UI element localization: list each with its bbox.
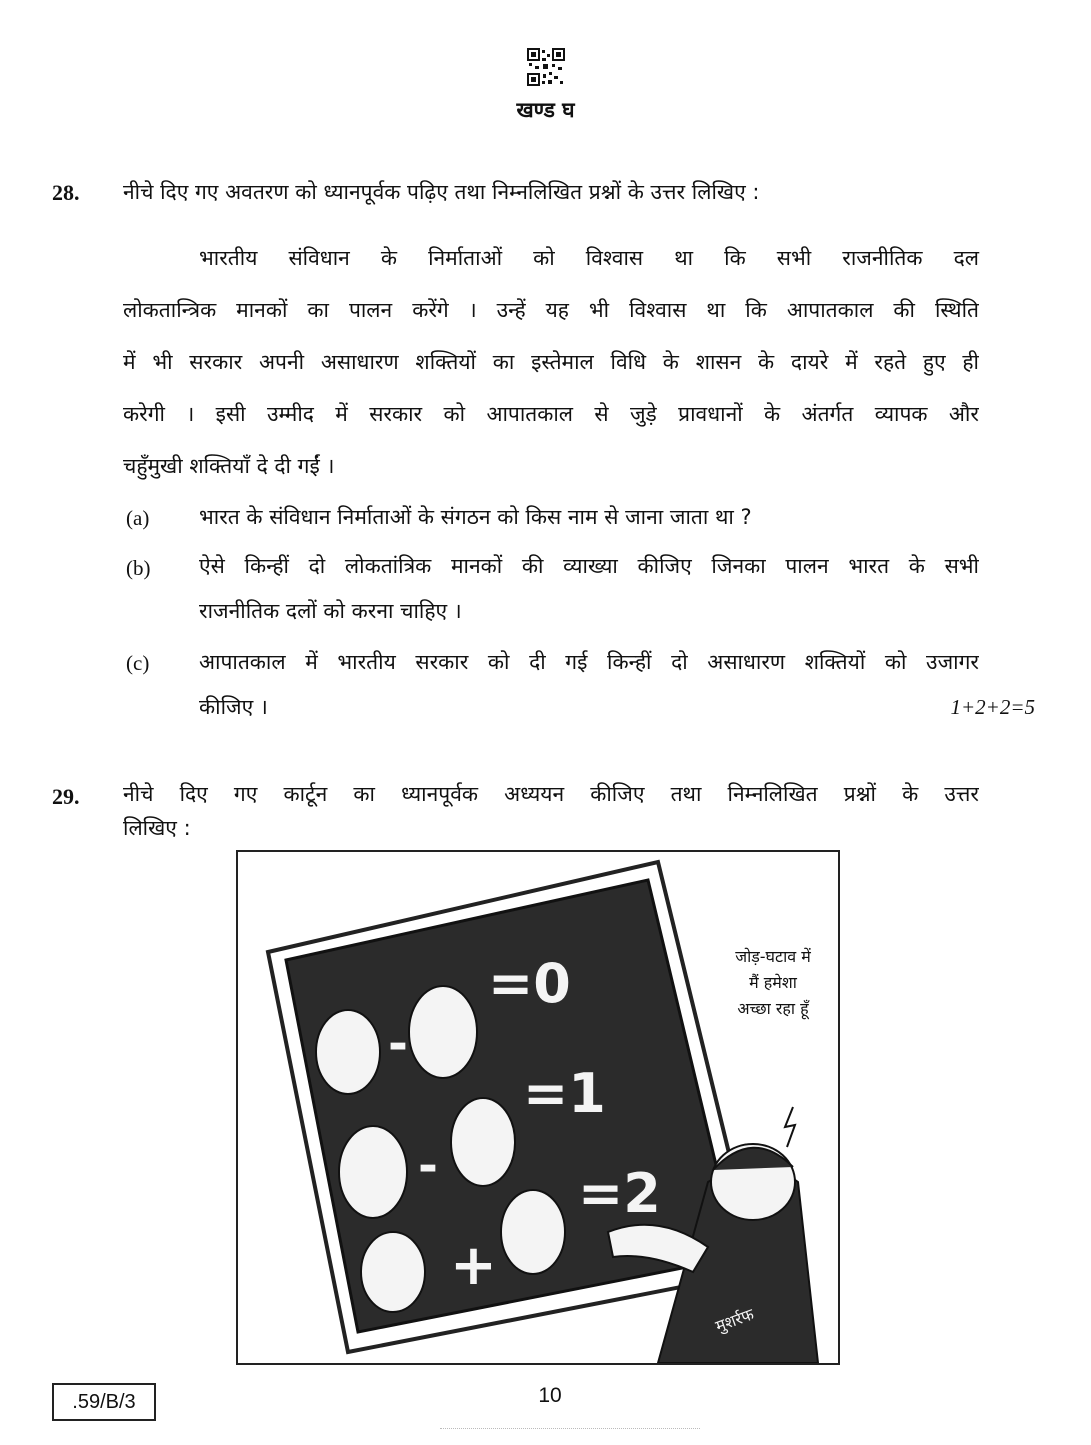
question-28-instruction: नीचे दिए गए अवतरण को ध्यानपूर्वक पढ़िए तथा निम्नलिखित प्रश्नों के उत्तर लिखिए : [123,180,760,204]
footer-watermark-line [440,1428,700,1432]
speech-line-2: मैं हमेशा [749,973,797,992]
subquestion-c-text-line-2: कीजिए । [199,695,268,719]
paper-code-box: .59/B/3 [52,1383,156,1421]
question-29-number: 29. [52,784,80,809]
passage-line-2: लोकतान्त्रिक मानकों का पालन करेंगे । उन्हें यह भी विश्वास था कि आपातकाल की स्थिति [123,298,979,322]
cartoon-name-tag: मुशर्रफ [712,1304,757,1336]
subquestion-b-label: (b) [126,556,151,580]
page-number: 10 [538,1384,562,1407]
cartoon-equation-1: =0 [488,952,571,1015]
passage-line-4: करेगी । इसी उम्मीद में सरकार को आपातकाल से जुड़े प्रावधानों के अंतर्गत व्यापक और [123,402,979,426]
subquestion-c-label: (c) [126,651,150,675]
cartoon-drawing [238,852,838,1363]
question-28-marks: 1+2+2=5 [950,695,1035,719]
subquestion-b-text-line-1: ऐसे किन्हीं दो लोकतांत्रिक मानकों की व्याख्या कीजिए जिनका पालन भारत के सभी [199,554,979,578]
passage-line-5: चहुँमुखी शक्तियाँ दे दी गईं । [123,454,335,478]
cartoon-equation-3: =2 [578,1162,661,1225]
question-28-number: 28. [52,180,80,205]
speech-line-1: जोड़-घटाव में [735,947,811,966]
speech-line-3: अच्छा रहा हूँ [737,999,809,1018]
passage-line-1: भारतीय संविधान के निर्माताओं को विश्वास था कि सभी राजनीतिक दल [199,246,979,270]
question-29-instruction-line-1: नीचे दिए गए कार्टून का ध्यानपूर्वक अध्ययन कीजिए तथा निम्नलिखित प्रश्नों के उत्तर [123,782,979,806]
cartoon-operator-plus: + [450,1233,497,1298]
section-title: खण्ड घ [516,98,575,122]
passage-line-3: में भी सरकार अपनी असाधारण शक्तियों का इस्तेमाल विधि के शासन के दायरे में रहते हुए ही [123,350,979,374]
subquestion-c-text-line-1: आपातकाल में भारतीय सरकार को दी गई किन्हीं दो असाधारण शक्तियों को उजागर [199,650,979,674]
cartoon-operator-minus-2: - [418,1138,438,1194]
qr-code-icon [527,48,565,86]
cartoon-image [236,850,840,1365]
subquestion-a-text: भारत के संविधान निर्माताओं के संगठन को किस नाम से जाना जाता था ? [199,505,752,529]
subquestion-b-text-line-2: राजनीतिक दलों को करना चाहिए । [199,599,462,623]
question-29-instruction-line-2: लिखिए : [123,816,191,840]
cartoon-equation-2: =1 [523,1062,606,1125]
subquestion-a-label: (a) [126,506,150,530]
cartoon-operator-minus-1: - [388,1016,408,1072]
cartoon-speech-bubble [718,944,828,1022]
